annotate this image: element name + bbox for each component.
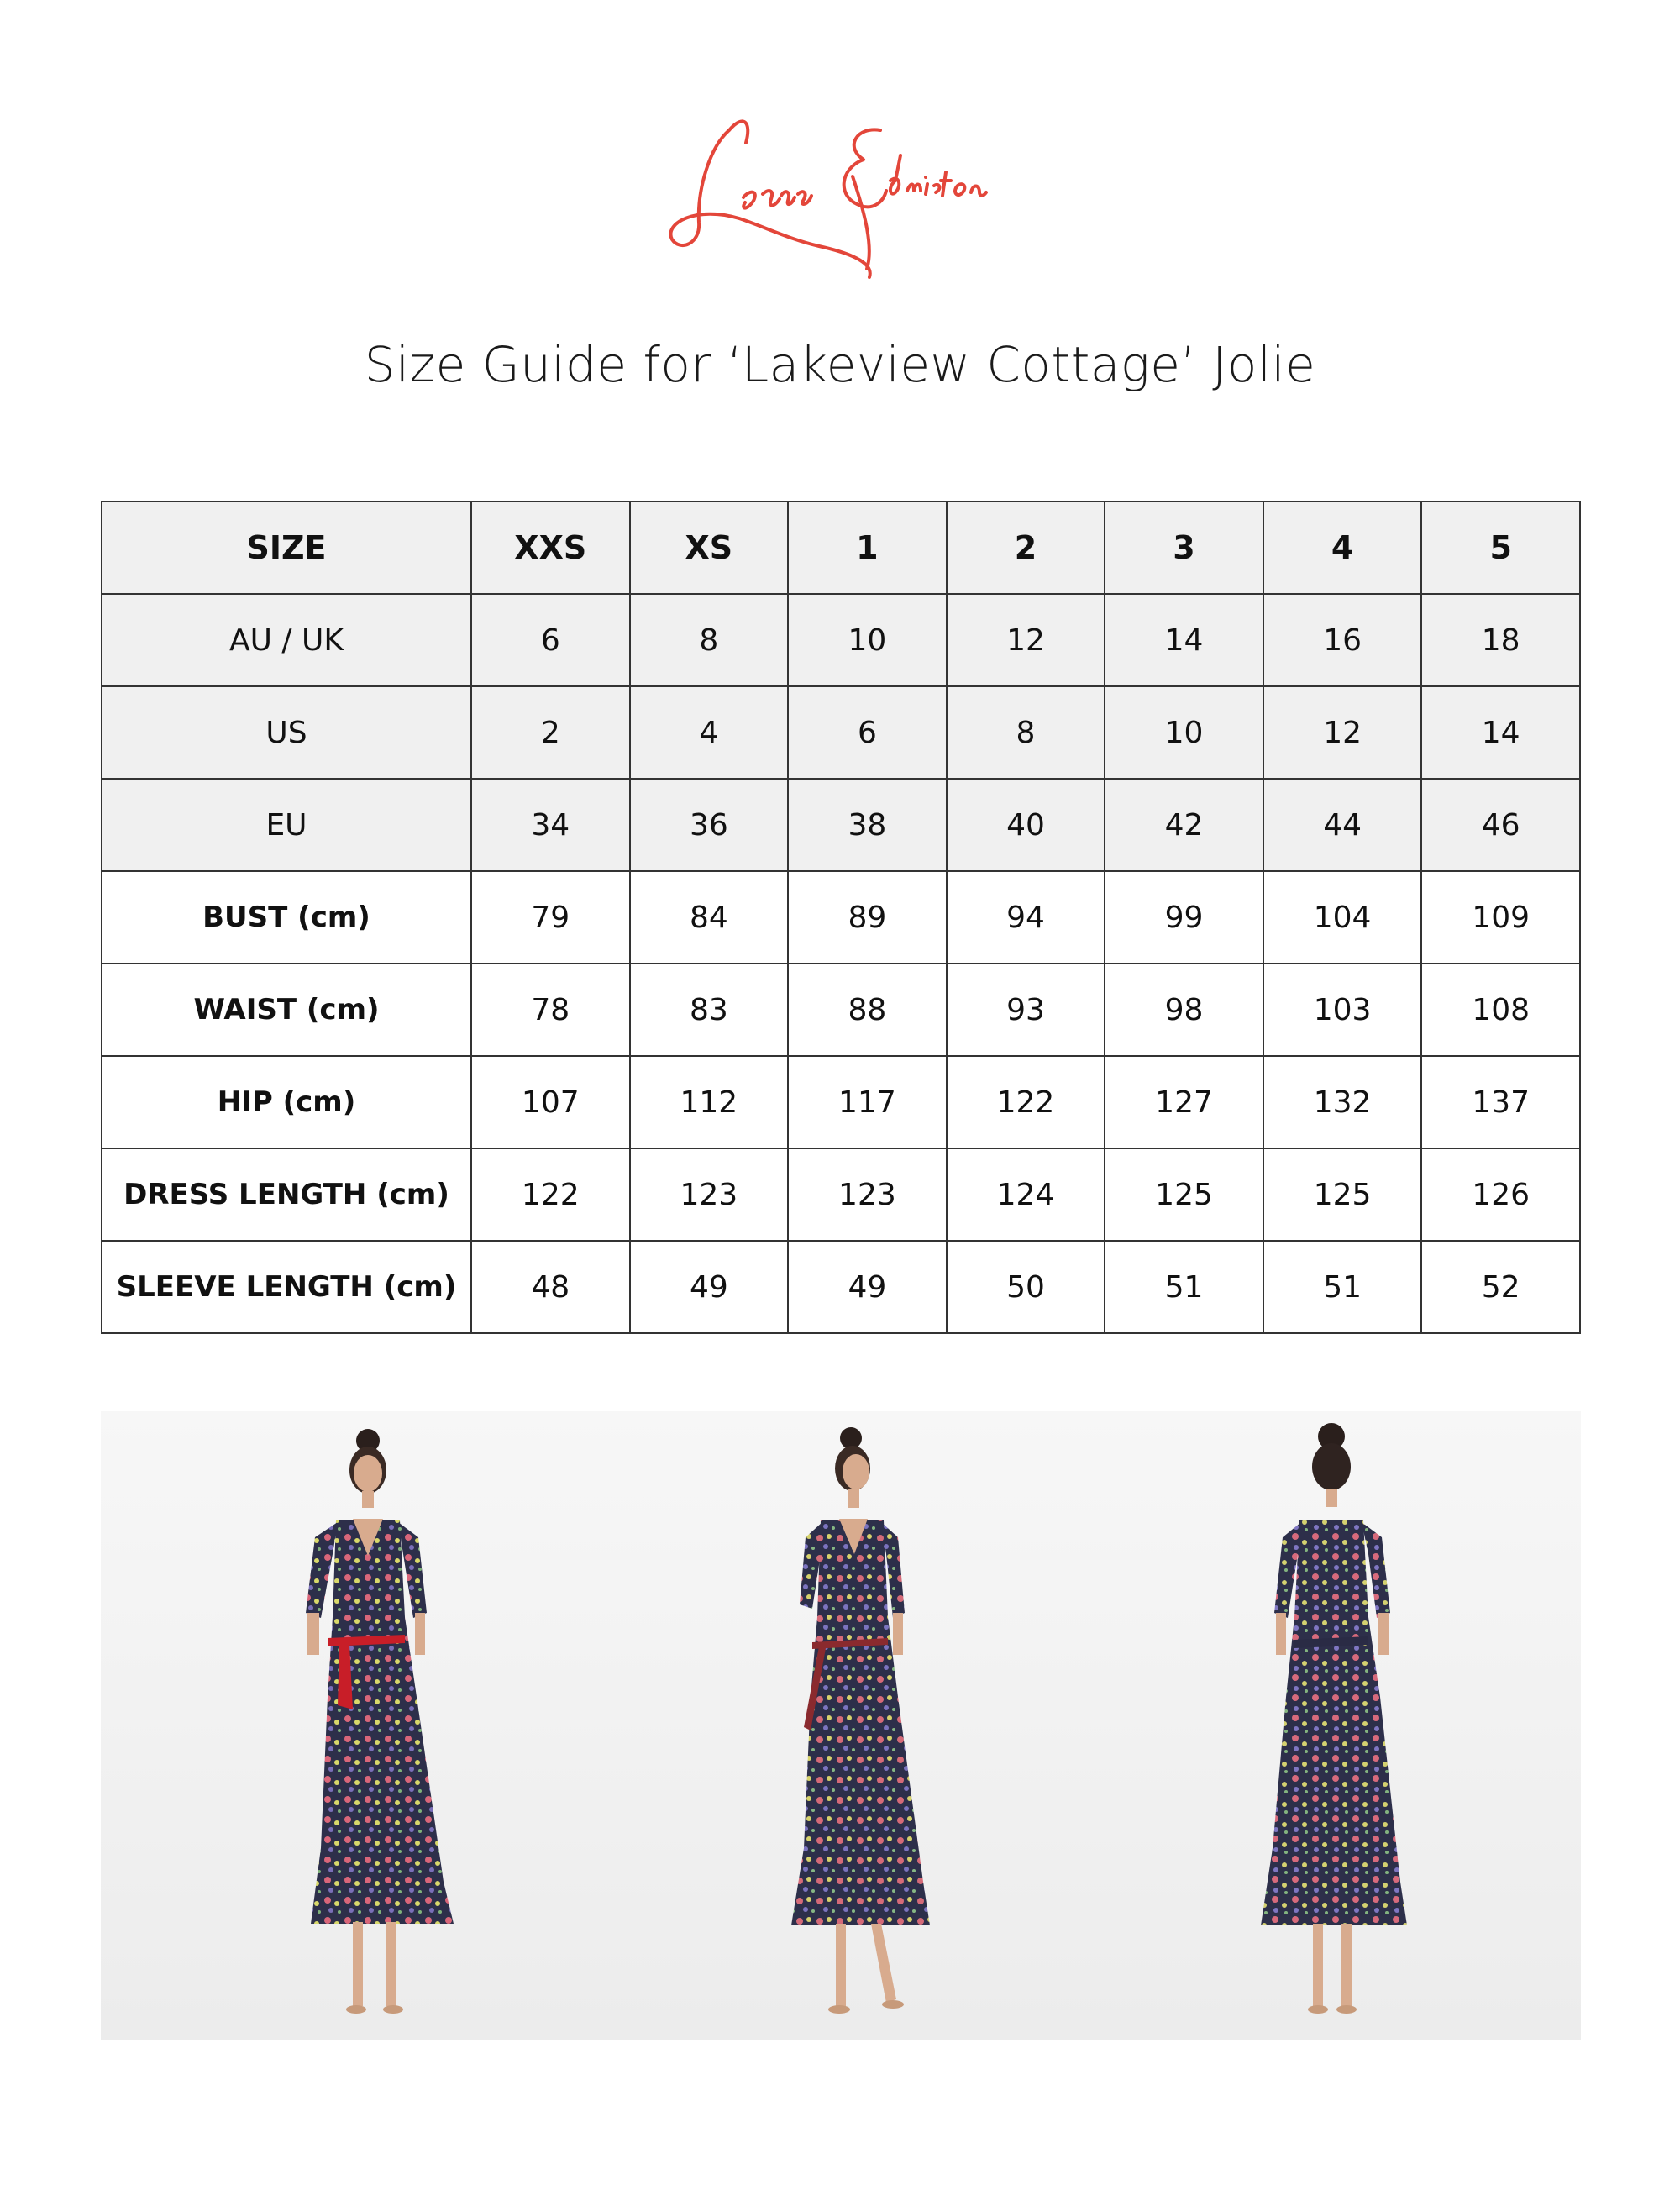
table-row <box>102 1148 1580 1241</box>
table-cell: 109 <box>1421 871 1580 964</box>
table-cell: 18 <box>1421 594 1580 686</box>
table-cell: 104 <box>1263 871 1422 964</box>
table-cell: 6 <box>788 686 947 779</box>
table-cell: 84 <box>630 871 789 964</box>
table-cell: 83 <box>630 964 789 1056</box>
table-cell: 127 <box>1105 1056 1263 1148</box>
photo-front-view <box>101 1411 594 2040</box>
table-cell: 6 <box>471 594 630 686</box>
table-cell: 132 <box>1263 1056 1422 1148</box>
size-table <box>101 501 1581 1334</box>
row-label: HIP (cm) <box>102 1056 471 1148</box>
table-row <box>102 1056 1580 1148</box>
row-label: SLEEVE LENGTH (cm) <box>102 1241 471 1333</box>
table-cell: 2 <box>471 686 630 779</box>
table-cell: 112 <box>630 1056 789 1148</box>
table-cell: 122 <box>947 1056 1105 1148</box>
table-cell: 89 <box>788 871 947 964</box>
product-photos <box>101 1411 1581 2040</box>
table-cell: 124 <box>947 1148 1105 1241</box>
row-label: WAIST (cm) <box>102 964 471 1056</box>
table-cell: 123 <box>630 1148 789 1241</box>
table-cell: 123 <box>788 1148 947 1241</box>
header-cell: XS <box>630 502 789 594</box>
table-cell: 94 <box>947 871 1105 964</box>
table-cell: 40 <box>947 779 1105 871</box>
table-cell: 38 <box>788 779 947 871</box>
table-cell: 50 <box>947 1241 1105 1333</box>
table-cell: 99 <box>1105 871 1263 964</box>
table-cell: 12 <box>947 594 1105 686</box>
row-label: US <box>102 686 471 779</box>
photo-side-view <box>594 1411 1087 2040</box>
table-cell: 107 <box>471 1056 630 1148</box>
table-cell: 10 <box>788 594 947 686</box>
row-label: EU <box>102 779 471 871</box>
header-cell: 4 <box>1263 502 1422 594</box>
page-title: Size Guide for ‘Lakeview Cottage’ Jolie <box>364 336 1316 393</box>
table-cell: 46 <box>1421 779 1580 871</box>
table-cell: 52 <box>1421 1241 1580 1333</box>
table-row <box>102 686 1580 779</box>
table-cell: 49 <box>630 1241 789 1333</box>
row-label: AU / UK <box>102 594 471 686</box>
table-cell: 78 <box>471 964 630 1056</box>
table-cell: 8 <box>630 594 789 686</box>
table-cell: 34 <box>471 779 630 871</box>
table-cell: 125 <box>1105 1148 1263 1241</box>
row-label: DRESS LENGTH (cm) <box>102 1148 471 1241</box>
table-cell: 126 <box>1421 1148 1580 1241</box>
table-cell: 125 <box>1263 1148 1422 1241</box>
header-cell: SIZE <box>102 502 471 594</box>
table-cell: 137 <box>1421 1056 1580 1148</box>
table-cell: 12 <box>1263 686 1422 779</box>
table-cell: 44 <box>1263 779 1422 871</box>
header-cell: 2 <box>947 502 1105 594</box>
table-cell: 117 <box>788 1056 947 1148</box>
table-cell: 14 <box>1105 594 1263 686</box>
table-row <box>102 871 1580 964</box>
table-cell: 122 <box>471 1148 630 1241</box>
table-row <box>102 594 1580 686</box>
table-cell: 8 <box>947 686 1105 779</box>
header-cell: 1 <box>788 502 947 594</box>
table-cell: 98 <box>1105 964 1263 1056</box>
table-cell: 36 <box>630 779 789 871</box>
table-cell: 103 <box>1263 964 1422 1056</box>
header-cell: 3 <box>1105 502 1263 594</box>
row-label: BUST (cm) <box>102 871 471 964</box>
table-cell: 14 <box>1421 686 1580 779</box>
table-cell: 42 <box>1105 779 1263 871</box>
table-cell: 88 <box>788 964 947 1056</box>
table-cell: 51 <box>1105 1241 1263 1333</box>
table-cell: 108 <box>1421 964 1580 1056</box>
header-cell: 5 <box>1421 502 1580 594</box>
table-cell: 79 <box>471 871 630 964</box>
table-cell: 16 <box>1263 594 1422 686</box>
table-cell: 49 <box>788 1241 947 1333</box>
photo-back-view <box>1088 1411 1581 2040</box>
table-cell: 48 <box>471 1241 630 1333</box>
table-cell: 51 <box>1263 1241 1422 1333</box>
table-cell: 93 <box>947 964 1105 1056</box>
brand-logo <box>664 97 1016 281</box>
table-row <box>102 779 1580 871</box>
table-row <box>102 964 1580 1056</box>
header-cell: XXS <box>471 502 630 594</box>
table-cell: 10 <box>1105 686 1263 779</box>
table-row <box>102 1241 1580 1333</box>
table-cell: 4 <box>630 686 789 779</box>
table-header-row <box>102 502 1580 594</box>
